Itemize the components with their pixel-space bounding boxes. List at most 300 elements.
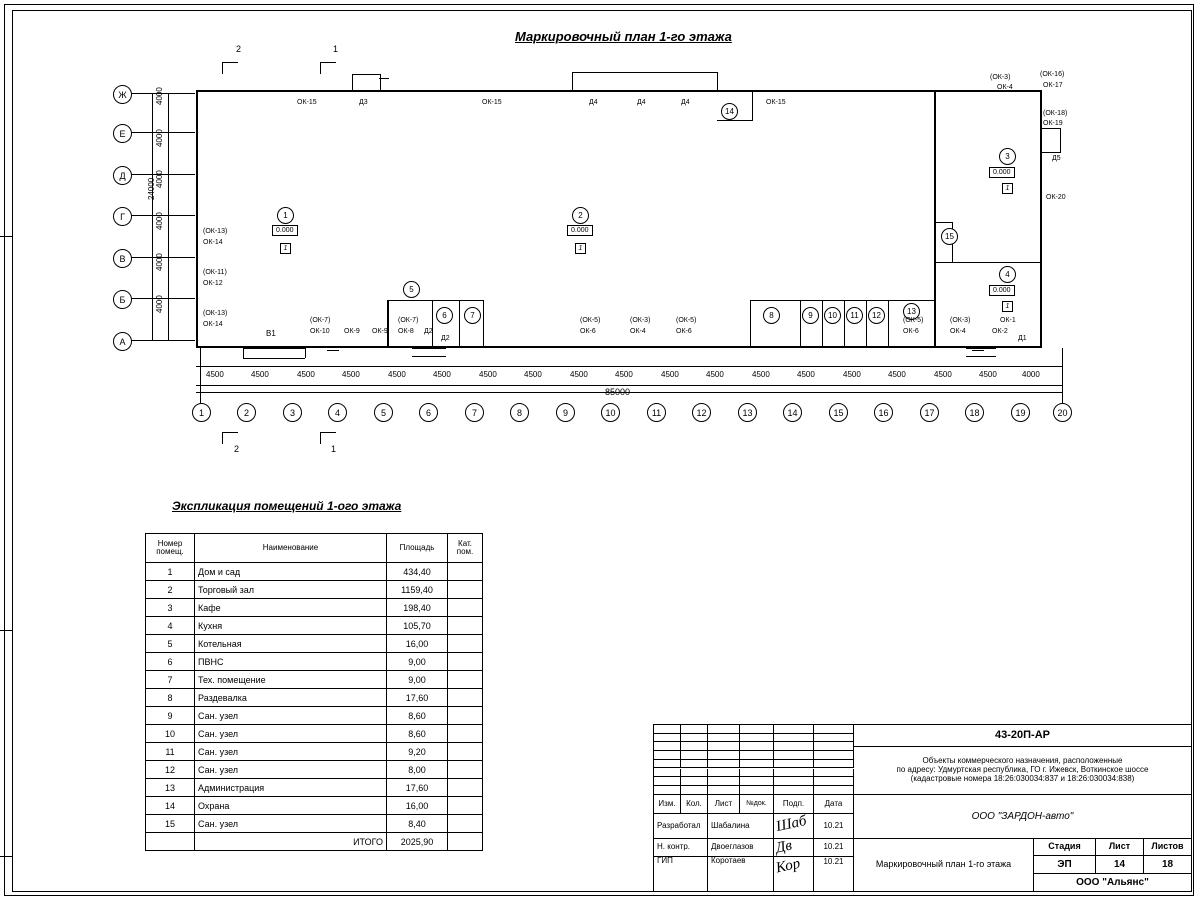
axis-marker-vertical: Г (113, 207, 132, 226)
cell-category (448, 671, 483, 689)
level-mark-1: 0.000 (272, 225, 298, 236)
section-arrow-1-bot (320, 432, 321, 444)
cell-total-label: ИТОГО (195, 833, 387, 851)
cell-number: 4 (146, 617, 195, 635)
rev-grid-row (654, 751, 681, 760)
window-label: (ОК-5) (676, 317, 697, 324)
stamp-col-kol: Кол. (681, 795, 708, 814)
cell-area: 8,40 (387, 815, 448, 833)
level-mark-4: 0.000 (989, 285, 1015, 296)
room-bubble-12: 12 (868, 307, 885, 324)
stamp-col-ndoc: №док. (740, 795, 774, 814)
rev-grid-row (814, 769, 854, 778)
rev-grid-row (654, 760, 681, 769)
title-block (653, 724, 1192, 892)
rev-grid-row (681, 734, 708, 743)
door-label: Д4 (637, 99, 646, 106)
window-label: ОК-14 (203, 239, 223, 246)
rev-grid-row (774, 777, 814, 786)
stamp-object (854, 747, 1191, 795)
partition-5 (483, 300, 484, 348)
dim-v: 4000 (155, 87, 164, 105)
window-label: ОК-14 (203, 321, 223, 328)
cell-category (448, 635, 483, 653)
dim-v: 4000 (155, 295, 164, 313)
partition-1 (387, 300, 389, 348)
axis-marker-horizontal: 12 (692, 403, 711, 422)
room-bubble-15: 15 (941, 228, 958, 245)
vestibule-top-2 (572, 72, 717, 73)
rev-grid-row (740, 725, 774, 734)
window-label: ОК-6 (903, 328, 919, 335)
rev-grid-row (708, 777, 740, 786)
cell-number: 1 (146, 563, 195, 581)
dim-h-total: 85000 (605, 387, 631, 397)
window-label: ОК-4 (630, 328, 646, 335)
rev-grid-row (681, 742, 708, 751)
partition-4 (459, 300, 460, 348)
section-arrow-2-bot-h (222, 432, 238, 433)
table-row (146, 635, 483, 653)
cell-category (448, 599, 483, 617)
rev-grid-row (740, 742, 774, 751)
cell-number: 7 (146, 671, 195, 689)
door-label: Д1 (1018, 335, 1027, 342)
rev-grid-row (708, 751, 740, 760)
axis-marker-horizontal: 16 (874, 403, 893, 422)
finish-mark-3: 1 (1002, 183, 1013, 194)
table-row (146, 563, 483, 581)
cell-category (448, 779, 483, 797)
rev-grid-row (681, 725, 708, 734)
stamp-sheets-label: Листов (1144, 839, 1191, 856)
dim-h: 4500 (206, 370, 224, 379)
room-bubble-4: 4 (999, 266, 1016, 283)
dim-v: 4000 (155, 129, 164, 147)
room-bubble-5: 5 (403, 281, 420, 298)
rev-grid-row (681, 760, 708, 769)
window-label: (ОК-3) (630, 317, 651, 324)
dim-h: 4500 (706, 370, 724, 379)
axis-marker-horizontal: 10 (601, 403, 620, 422)
cell-name: Сан. узел (195, 815, 387, 833)
window-label: ОК-8 (398, 328, 414, 335)
partition-right-horiz (934, 262, 1042, 263)
window-label: ОК-9 (344, 328, 360, 335)
cell-name: Кухня (195, 617, 387, 635)
room-bubble-2: 2 (572, 207, 589, 224)
dim-h: 4500 (934, 370, 952, 379)
door-label-b1: В1 (266, 329, 276, 338)
vestibule-top-2l (572, 72, 573, 91)
rev-grid-row (814, 751, 854, 760)
dim-h: 4500 (570, 370, 588, 379)
stamp-col-list: Лист (708, 795, 740, 814)
edge-tick-mid (0, 630, 12, 631)
table-row (146, 617, 483, 635)
section-arrow-2-top-h (222, 62, 238, 63)
stamp-sheets-value: 18 (1144, 856, 1191, 874)
cell-number: 8 (146, 689, 195, 707)
window-label: ОК-6 (676, 328, 692, 335)
table-row (146, 581, 483, 599)
cell-category (448, 581, 483, 599)
dim-h: 4500 (297, 370, 315, 379)
partition-wc-1 (750, 300, 751, 348)
dim-h: 4500 (342, 370, 360, 379)
cell-area: 9,00 (387, 653, 448, 671)
rev-grid-row (681, 751, 708, 760)
cell-number: 2 (146, 581, 195, 599)
cell-category (448, 563, 483, 581)
cell-area: 8,60 (387, 725, 448, 743)
cell-name: Котельная (195, 635, 387, 653)
cell-number: 6 (146, 653, 195, 671)
stamp-stage-label: Стадия (1034, 839, 1096, 856)
cell-area: 16,00 (387, 797, 448, 815)
window-label: (ОК-5) (903, 317, 924, 324)
object-line-3: (кадастровые номера 18:26:030034:837 и 18:26:030034:838) (910, 773, 1135, 783)
rev-grid-row (774, 786, 814, 795)
cell-category (448, 707, 483, 725)
stamp-designer: ООО "Альянс" (1076, 877, 1149, 888)
table-row (146, 599, 483, 617)
axis-marker-horizontal: 20 (1053, 403, 1072, 422)
vestibule-top-1l (352, 74, 353, 91)
dim-h: 4500 (524, 370, 542, 379)
section-arrow-2-top (222, 62, 223, 74)
room-bubble-8: 8 (763, 307, 780, 324)
rev-grid-row (740, 734, 774, 743)
header-number: Номер помещ. (146, 534, 195, 563)
explication-table (145, 533, 483, 851)
axis-marker-horizontal: 3 (283, 403, 302, 422)
axis-marker-horizontal: 18 (965, 403, 984, 422)
door-label: Д5 (1052, 155, 1061, 162)
door-label: Д2 (441, 335, 450, 342)
rev-grid-row (654, 725, 681, 734)
cell-area: 9,20 (387, 743, 448, 761)
cell-number: 12 (146, 761, 195, 779)
rev-grid-row (708, 725, 740, 734)
cell-name: Тех. помещение (195, 671, 387, 689)
section-label-2-bot: 2 (234, 444, 240, 454)
cell-name: Торговый зал (195, 581, 387, 599)
axis-marker-horizontal: 15 (829, 403, 848, 422)
object-line-1: Объекты коммерческого назначения, расположенные (922, 756, 1123, 766)
table-row (146, 725, 483, 743)
cell-name: Администрация (195, 779, 387, 797)
cell-category (448, 743, 483, 761)
window-label: ОК-12 (203, 280, 223, 287)
axis-drop-line (200, 348, 201, 403)
partition-wc-top (750, 300, 935, 301)
cell-name: Сан. узел (195, 743, 387, 761)
dim-h: 4500 (251, 370, 269, 379)
cell-number: 3 (146, 599, 195, 617)
header-name: Наименование (195, 534, 387, 563)
axis-line-v (131, 340, 195, 341)
rev-grid-row (814, 777, 854, 786)
cell-name: ПВНС (195, 653, 387, 671)
vestibule-right-b (1042, 152, 1060, 153)
dim-line-v-inner (168, 93, 169, 340)
finish-mark-4: 1 (1002, 301, 1013, 312)
stamp-customer: ООО "ЗАРДОН-авто" (854, 795, 1191, 839)
rev-grid-row (740, 760, 774, 769)
vestibule-right-r (1060, 128, 1061, 153)
room-bubble-13: 13 (903, 303, 920, 320)
window-label: (ОК-13) (203, 310, 228, 317)
cell-area: 8,60 (387, 707, 448, 725)
rev-grid-row (681, 777, 708, 786)
cell-category (448, 617, 483, 635)
window-label: ОК-10 (310, 328, 330, 335)
rev-grid-row (740, 769, 774, 778)
dim-v: 4000 (155, 212, 164, 230)
cell-area: 16,00 (387, 635, 448, 653)
rev-grid-row (654, 777, 681, 786)
window-label: (ОК-7) (310, 317, 331, 324)
table-total-row (146, 833, 483, 851)
vestibule-right (1042, 128, 1060, 129)
table-row (146, 653, 483, 671)
partition-2 (387, 300, 483, 301)
partition-wc-4 (844, 300, 845, 348)
window-label: ОК-9 (372, 328, 388, 335)
stamp-role: ГИП (654, 857, 708, 891)
rev-grid-row (740, 751, 774, 760)
dim-v: 4000 (155, 170, 164, 188)
level-mark-2: 0.000 (567, 225, 593, 236)
cell-category (448, 761, 483, 779)
axis-marker-horizontal: 8 (510, 403, 529, 422)
dim-h: 4500 (388, 370, 406, 379)
table-row (146, 761, 483, 779)
cell-empty (146, 833, 195, 851)
window-label: ОК-4 (997, 84, 1013, 91)
axis-marker-horizontal: 11 (647, 403, 666, 422)
axis-marker-vertical: Ж (113, 85, 132, 104)
partition-wc-2 (800, 300, 801, 348)
level-mark-3: 0.000 (989, 167, 1015, 178)
door-label: Д4 (681, 99, 690, 106)
rev-grid-row (814, 725, 854, 734)
rev-grid-row (654, 734, 681, 743)
rev-grid-row (814, 742, 854, 751)
dim-total-line (196, 385, 1062, 386)
page-title: Маркировочный план 1-го этажа (515, 29, 732, 44)
cell-area: 9,00 (387, 671, 448, 689)
room-bubble-10: 10 (824, 307, 841, 324)
window-label: ОК-20 (1046, 194, 1066, 201)
partition-wc-5 (866, 300, 867, 348)
axis-marker-horizontal: 2 (237, 403, 256, 422)
cell-name: Охрана (195, 797, 387, 815)
axis-marker-horizontal: 5 (374, 403, 393, 422)
section-label-1-bot: 1 (331, 444, 337, 454)
edge-tick-bottom (0, 856, 12, 857)
door-swing (972, 350, 984, 351)
porch-1r (305, 348, 306, 358)
axis-marker-horizontal: 4 (328, 403, 347, 422)
rev-grid-row (774, 725, 814, 734)
rev-grid-row (708, 769, 740, 778)
cell-category (448, 725, 483, 743)
signature-1: Шаб (774, 812, 808, 836)
rev-grid-row (708, 760, 740, 769)
axis-marker-horizontal: 13 (738, 403, 757, 422)
axis-marker-horizontal: 1 (192, 403, 211, 422)
axis-marker-vertical: Д (113, 166, 132, 185)
rev-grid-row (774, 751, 814, 760)
axis-marker-horizontal: 14 (783, 403, 802, 422)
dim-v: 4000 (155, 253, 164, 271)
dim-h: 4500 (979, 370, 997, 379)
stamp-person: Коротаев (708, 857, 774, 891)
dim-h: 4500 (661, 370, 679, 379)
cell-area: 434,40 (387, 563, 448, 581)
window-label: (ОК-5) (580, 317, 601, 324)
rev-grid-row (740, 777, 774, 786)
cell-name: Сан. узел (195, 707, 387, 725)
window-label: ОК-15 (766, 99, 786, 106)
window-label: (ОК-7) (398, 317, 419, 324)
stamp-role: Н. контр. (654, 839, 708, 857)
axis-marker-horizontal: 17 (920, 403, 939, 422)
dim-v-total: 24000 (147, 177, 156, 200)
rev-grid-row (681, 786, 708, 795)
cell-empty (448, 833, 483, 851)
guard-room-v (752, 90, 753, 121)
table-row (146, 707, 483, 725)
door-label: Д4 (589, 99, 598, 106)
section-label-1-top: 1 (333, 44, 339, 54)
guard-room (717, 120, 752, 121)
partition-wc-3 (822, 300, 823, 348)
window-label: ОК-19 (1043, 120, 1063, 127)
rev-grid-row (814, 760, 854, 769)
cell-name: Сан. узел (195, 761, 387, 779)
cell-area: 198,40 (387, 599, 448, 617)
partition-wc-6 (888, 300, 889, 348)
partition-3 (432, 300, 433, 348)
stamp-date: 10.21 (814, 857, 854, 891)
dim-h: 4500 (479, 370, 497, 379)
window-label: ОК-4 (950, 328, 966, 335)
window-label: ОК-1 (1000, 317, 1016, 324)
window-label: (ОК-16) (1040, 71, 1065, 78)
dim-h: 4500 (843, 370, 861, 379)
axis-marker-vertical: В (113, 249, 132, 268)
axis-marker-horizontal: 7 (465, 403, 484, 422)
cell-number: 11 (146, 743, 195, 761)
door-swing (379, 78, 389, 79)
window-label: ОК-6 (580, 328, 596, 335)
dim-h: 4500 (433, 370, 451, 379)
axis-marker-horizontal: 19 (1011, 403, 1030, 422)
vestibule-top-1r (380, 74, 381, 91)
section-arrow-2-bot (222, 432, 223, 444)
stamp-sheet-value: 14 (1096, 856, 1144, 874)
table-row (146, 743, 483, 761)
cell-category (448, 797, 483, 815)
signature-3: Кор (774, 855, 802, 877)
rev-grid-row (654, 786, 681, 795)
cell-number: 15 (146, 815, 195, 833)
cell-name: Сан. узел (195, 725, 387, 743)
finish-mark-1: 1 (280, 243, 291, 254)
signature-2: Дв (774, 837, 794, 857)
axis-marker-vertical: А (113, 332, 132, 351)
vestibule-top-2r (717, 72, 718, 91)
porch-1b (243, 358, 305, 359)
section-arrow-1-top (320, 62, 321, 74)
rev-grid-row (708, 786, 740, 795)
rev-grid-row (708, 734, 740, 743)
stamp-person: Шабалина (708, 814, 774, 839)
wall-left (196, 90, 198, 348)
cell-total-value: 2025,90 (387, 833, 448, 851)
dim-h: 4000 (1022, 370, 1040, 379)
door-label: Д3 (359, 99, 368, 106)
stamp-person: Двоеглазов (708, 839, 774, 857)
axis-marker-vertical: Б (113, 290, 132, 309)
cell-number: 14 (146, 797, 195, 815)
window-label: ОК-15 (482, 99, 502, 106)
table-row (146, 689, 483, 707)
axis-marker-horizontal: 9 (556, 403, 575, 422)
room-bubble-11: 11 (846, 307, 863, 324)
rev-grid-row (654, 742, 681, 751)
window-label: (ОК-3) (950, 317, 971, 324)
rev-grid-row (774, 769, 814, 778)
stamp-col-podp: Подп. (774, 795, 814, 814)
stamp-date: 10.21 (814, 839, 854, 857)
porch-3b (966, 356, 996, 357)
finish-mark-2: 1 (575, 243, 586, 254)
wall-top (196, 90, 1042, 92)
section-label-2-top: 2 (236, 44, 242, 54)
rev-grid-row (774, 734, 814, 743)
room-bubble-7: 7 (464, 307, 481, 324)
porch-2 (412, 348, 446, 349)
cell-area: 17,60 (387, 689, 448, 707)
dim-h: 4500 (615, 370, 633, 379)
partition-right-vert (934, 90, 936, 348)
stamp-code: 43-20П-АР (854, 725, 1191, 747)
room-bubble-9: 9 (802, 307, 819, 324)
vestibule-top-1 (352, 74, 380, 75)
stamp-stage-value: ЭП (1034, 856, 1096, 874)
rev-grid-row (681, 769, 708, 778)
door-label: Д2 (424, 328, 433, 335)
rev-grid-row (774, 742, 814, 751)
cell-category (448, 815, 483, 833)
cell-area: 105,70 (387, 617, 448, 635)
room-bubble-3: 3 (999, 148, 1016, 165)
partition-kitchen-niche (934, 222, 952, 223)
axis-marker-horizontal: 6 (419, 403, 438, 422)
dim-h: 4500 (888, 370, 906, 379)
table-row (146, 797, 483, 815)
rev-grid-row (814, 734, 854, 743)
section-arrow-1-top-h (320, 62, 336, 63)
window-label: (ОК-18) (1043, 110, 1068, 117)
object-line-2: по адресу: Удмуртская республика, ГО г. Ижевск, Воткинское шоссе (896, 765, 1149, 775)
porch-2b (412, 356, 446, 357)
rev-grid-row (708, 742, 740, 751)
